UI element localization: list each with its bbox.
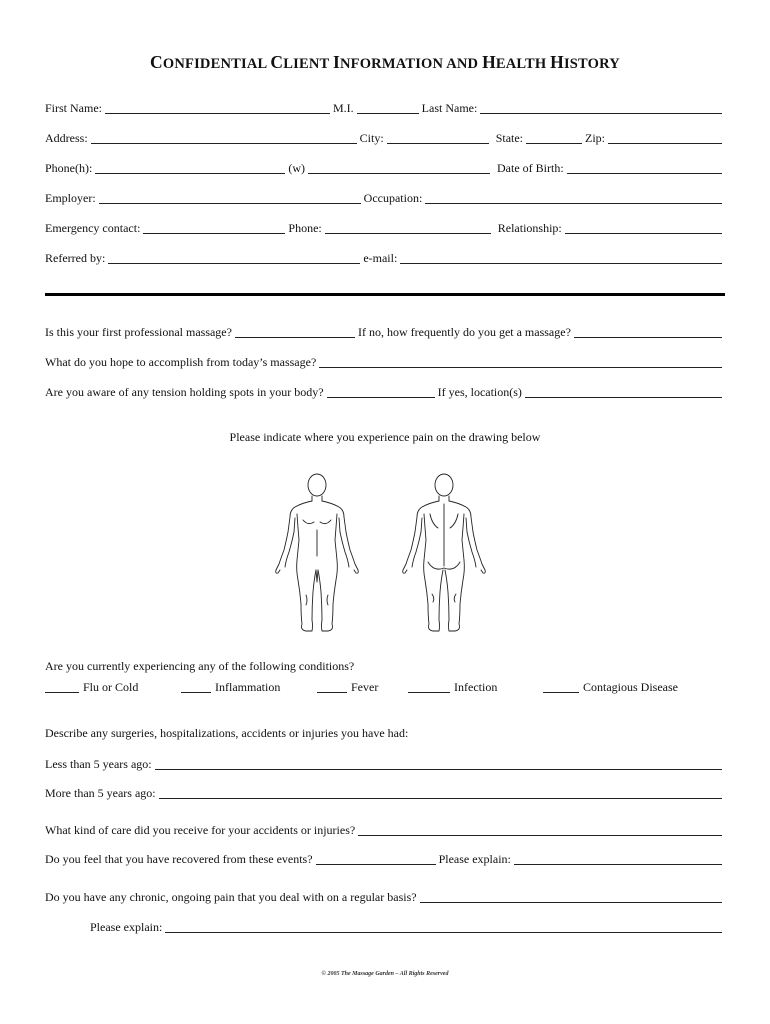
condition-infection[interactable]	[408, 680, 497, 695]
recovered-field[interactable]	[316, 864, 436, 865]
chronic-row	[45, 889, 725, 905]
care-row	[45, 822, 725, 838]
email-field[interactable]	[400, 263, 722, 264]
emergency-row	[45, 220, 725, 236]
conditions-question: Are you currently experiencing any of the following conditions?	[45, 659, 355, 673]
emergency-contact-field[interactable]	[143, 233, 285, 234]
frequency-field[interactable]	[574, 337, 722, 338]
condition-label: Inflammation	[215, 680, 281, 694]
referred-by-field[interactable]	[108, 263, 360, 264]
phone-home-label: Phone(h):	[45, 161, 93, 175]
more-than-label: More than 5 years ago:	[45, 786, 156, 800]
form-title	[0, 52, 770, 73]
phone-row	[45, 160, 725, 176]
describe-question: Describe any surgeries, hospitalizations, accidents or injuries you have had:	[45, 726, 409, 740]
body-back-figure[interactable]	[400, 470, 490, 636]
title-part: ISTORY	[563, 56, 620, 72]
state-label: State:	[495, 131, 524, 145]
title-part: C	[150, 52, 163, 72]
condition-contagious[interactable]	[543, 680, 678, 695]
copyright-footer: © 2005 The Massage Garden – All Rights Reserved	[321, 971, 449, 977]
dob-field[interactable]	[567, 173, 722, 174]
state-field[interactable]	[526, 143, 582, 144]
condition-label: Fever	[351, 680, 379, 694]
employer-field[interactable]	[99, 203, 361, 204]
last-name-field[interactable]	[480, 113, 722, 114]
explain-label: Please explain:	[438, 852, 511, 866]
conditions-checklist	[45, 680, 725, 696]
title-part: EALTH	[495, 56, 551, 72]
condition-fever[interactable]	[317, 680, 378, 695]
tension-row	[45, 384, 725, 400]
first-name-label: First Name:	[45, 101, 102, 115]
condition-inflammation[interactable]	[181, 680, 280, 695]
emergency-phone-field[interactable]	[325, 233, 491, 234]
first-massage-row	[45, 324, 725, 340]
city-label: City:	[359, 131, 384, 145]
condition-flu[interactable]	[45, 680, 138, 695]
address-field[interactable]	[91, 143, 357, 144]
condition-label: Infection	[454, 680, 498, 694]
location-label: If yes, location(s)	[437, 385, 522, 399]
explain-label: Please explain:	[90, 920, 163, 934]
first-massage-question: Is this your first professional massage?	[45, 325, 232, 339]
chronic-field[interactable]	[420, 902, 722, 903]
condition-label: Contagious Disease	[583, 680, 678, 694]
title-part: C	[270, 52, 284, 72]
occupation-field[interactable]	[425, 203, 722, 204]
first-name-field[interactable]	[105, 113, 330, 114]
pain-instruction: Please indicate where you experience pain on the drawing below	[229, 430, 541, 444]
more-than-field[interactable]	[159, 798, 722, 799]
employer-label: Employer:	[45, 191, 96, 205]
recovered-explain-field[interactable]	[514, 864, 722, 865]
condition-label: Flu or Cold	[83, 680, 139, 694]
emergency-contact-label: Emergency contact:	[45, 221, 141, 235]
zip-label: Zip:	[585, 131, 606, 145]
body-front-figure[interactable]	[270, 470, 360, 636]
mi-label: M.I.	[333, 101, 354, 115]
section-divider	[45, 293, 725, 296]
hope-field[interactable]	[319, 367, 722, 368]
emergency-phone-label: Phone:	[288, 221, 322, 235]
mi-field[interactable]	[357, 113, 419, 114]
city-field[interactable]	[387, 143, 489, 144]
phone-home-field[interactable]	[95, 173, 285, 174]
phone-work-field[interactable]	[308, 173, 490, 174]
address-row	[45, 130, 725, 146]
title-part: H	[550, 52, 564, 72]
less-than-field[interactable]	[155, 769, 722, 770]
chronic-explain-row	[90, 919, 725, 935]
hope-row	[45, 354, 725, 370]
chronic-question: Do you have any chronic, ongoing pain that you deal with on a regular basis?	[45, 890, 417, 904]
care-field[interactable]	[358, 835, 722, 836]
conditions-question-row	[45, 658, 725, 674]
last-name-label: Last Name:	[421, 101, 478, 115]
referred-row	[45, 250, 725, 266]
less-than-row	[45, 756, 725, 772]
less-than-label: Less than 5 years ago:	[45, 757, 152, 771]
relationship-field[interactable]	[565, 233, 722, 234]
employer-row	[45, 190, 725, 206]
dob-label: Date of Birth:	[497, 161, 564, 175]
referred-by-label: Referred by:	[45, 251, 106, 265]
title-part: NFORMATION AND	[339, 56, 483, 72]
describe-row	[45, 725, 725, 741]
chronic-explain-field[interactable]	[165, 932, 722, 933]
occupation-label: Occupation:	[363, 191, 423, 205]
zip-field[interactable]	[608, 143, 722, 144]
tension-field[interactable]	[327, 397, 435, 398]
email-label: e-mail:	[363, 251, 398, 265]
address-label: Address:	[45, 131, 88, 145]
title-part: I	[332, 52, 340, 72]
phone-work-label: (w)	[288, 161, 305, 175]
first-massage-field[interactable]	[235, 337, 355, 338]
frequency-question: If no, how frequently do you get a massage?	[357, 325, 571, 339]
title-part: ONFIDENTIAL	[162, 56, 271, 72]
title-part: LIENT	[283, 56, 333, 72]
name-row	[45, 100, 725, 116]
title-part: H	[482, 52, 496, 72]
relationship-label: Relationship:	[497, 221, 562, 235]
location-field[interactable]	[525, 397, 722, 398]
recovered-row	[45, 851, 725, 867]
hope-question: What do you hope to accomplish from today’s massage?	[45, 355, 317, 369]
more-than-row	[45, 785, 725, 801]
care-question: What kind of care did you receive for your accidents or injuries?	[45, 823, 356, 837]
tension-question: Are you aware of any tension holding spots in your body?	[45, 385, 324, 399]
recovered-question: Do you feel that you have recovered from these events?	[45, 852, 313, 866]
